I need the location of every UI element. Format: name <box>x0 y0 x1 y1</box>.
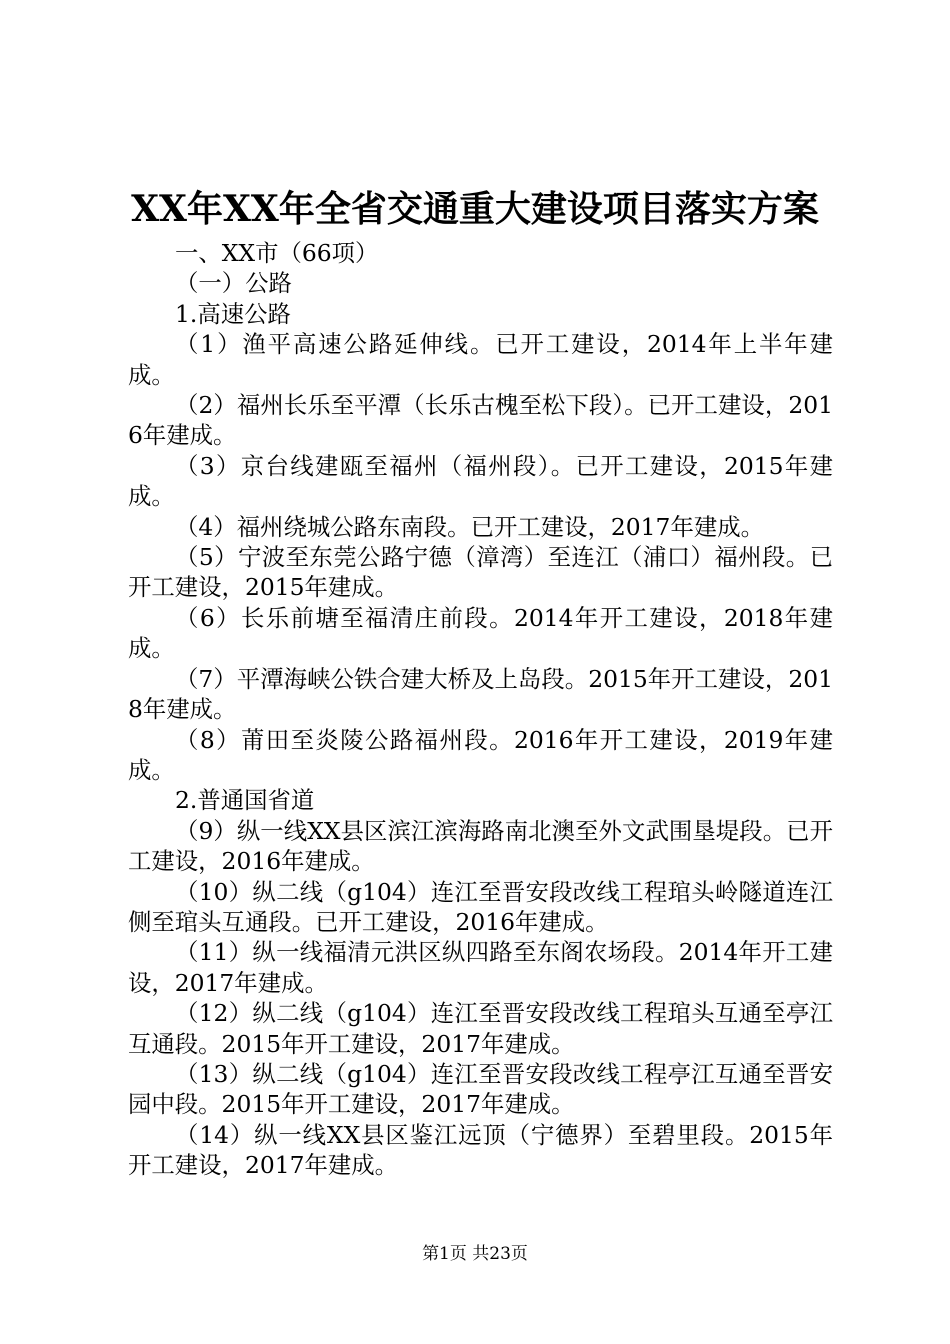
project-item: （2）福州长乐至平潭（长乐古槐至松下段）。已开工建设，2016年建成。 <box>128 391 833 450</box>
project-item: （6）长乐前塘至福清庄前段。2014年开工建设，2018年建成。 <box>128 603 833 663</box>
category-heading: 2.普通国省道 <box>175 786 315 815</box>
project-item: （4）福州绕城公路东南段。已开工建设，2017年建成。 <box>175 512 765 541</box>
project-item: （13）纵二线（g104）连江至晋安段改线工程亭江互通至晋安园中段。2015年开工建设，2017年建成。 <box>128 1059 833 1119</box>
project-item: （5）宁波至东莞公路宁德（漳湾）至连江（浦口）福州段。已开工建设，2015年建成。 <box>128 543 833 602</box>
project-item: （9）纵一线XX县区滨江滨海路南北澳至外文武围垦堤段。已开工建设，2016年建成。 <box>128 816 833 876</box>
section-heading: 一、XX市（66项） <box>175 239 379 267</box>
project-item: （10）纵二线（g104）连江至晋安段改线工程琯头岭隧道连江侧至琯头互通段。已开工建设，2016年建成。 <box>128 877 833 936</box>
project-item: （7）平潭海峡公铁合建大桥及上岛段。2015年开工建设，2018年建成。 <box>128 664 833 724</box>
page-number-footer: 第1页 共23页 <box>422 1244 528 1264</box>
project-item: （8）莆田至炎陵公路福州段。2016年开工建设，2019年建成。 <box>128 725 833 784</box>
subsection-heading: （一）公路 <box>175 269 292 298</box>
project-item: （1）渔平高速公路延伸线。已开工建设，2014年上半年建成。 <box>128 330 833 389</box>
project-item: （3）京台线建瓯至福州（福州段）。已开工建设，2015年建成。 <box>128 451 833 511</box>
project-item: （12）纵二线（g104）连江至晋安段改线工程琯头互通至亭江互通段。2015年开工建设，2017年建成。 <box>128 999 833 1058</box>
project-item: （11）纵一线福清元洪区纵四路至东阁农场段。2014年开工建设，2017年建成。 <box>128 938 833 997</box>
project-item: （14）纵一线XX县区鉴江远顶（宁德界）至碧里段。2015年开工建设，2017年建成。 <box>128 1120 833 1180</box>
category-heading: 1.高速公路 <box>175 299 291 328</box>
document-title: XX年XX年全省交通重大建设项目落实方案 <box>131 188 819 230</box>
document-body <box>128 238 833 1181</box>
